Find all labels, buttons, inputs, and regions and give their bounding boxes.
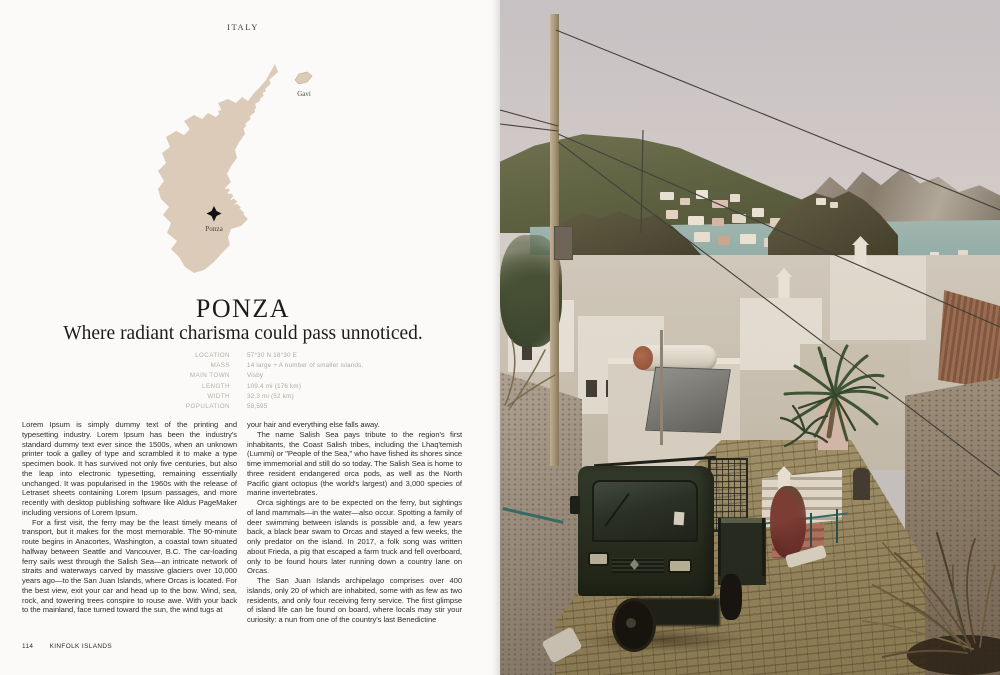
fact-label: MAIN TOWN [189, 372, 230, 380]
windshield-sticker [674, 512, 685, 526]
paragraph: Orca sightings are to be expected on the ferry, but sightings of land mammals—in the water—also occur. Spotting a family of deer swimming between islands is possible and, a few years back, a black bear swam to Orcas and stayed a few weeks, the only predator on the island. In 2017, a folk song was written about Frieda, a pig that escaped a farm truck and fell overboard, only to be found hours later running down a country lane on Orcas. [247, 498, 462, 576]
fact-row [0, 371, 500, 381]
fact-label: LENGTH [202, 382, 230, 390]
fact-row [0, 392, 500, 402]
photo-page [500, 0, 1000, 675]
fact-row [0, 351, 500, 361]
side-mirror [570, 496, 580, 514]
page-title: PONZA [195, 294, 291, 323]
body-column-2 [247, 420, 462, 625]
headlight-right [668, 559, 692, 573]
paragraph: your hair and everything else falls away. [247, 420, 380, 429]
kicker: ITALY [227, 22, 259, 32]
fact-row [0, 402, 500, 412]
truck-rear-wheel [720, 574, 742, 620]
island-map [155, 56, 330, 274]
fact-value: 109.4 mi (176 km) [247, 382, 302, 390]
paragraph: Lorem Ipsum is simply dummy text of the printing and typesetting industry. Lorem Ipsum has been the industry's standard dummy text ever since the 1500s, when an unknown printer took a galley of type and scrambled it to make a type specimen book. It has survived not only five centuries, but also the leap into electronic typesetting, remaining essentially unchanged. It was popularised in the 1960s with the release of Letraset sheets containing Lorem Ipsum passages, and more recently with desktop publishing software like Aldus PageMaker including versions of Lorem Ipsum. [22, 420, 237, 517]
fact-label: POPULATION [185, 403, 230, 411]
fact-row [0, 361, 500, 371]
dry-bush [855, 525, 1000, 675]
truck-shadow [580, 628, 748, 652]
fact-label: MASS [210, 362, 230, 370]
gavi-label: Gavi [297, 90, 311, 98]
fact-label: LOCATION [195, 352, 230, 359]
page-seam [492, 0, 500, 675]
paragraph: The San Juan Islands archipelago comprises over 400 islands, only 20 of which are inhabited, some with as few as two residents, and only four receiving ferry service. The first glimpse of island life can be found on board, where locals may stir your curiosity: a nun from one of the country's last Benedictine [247, 576, 462, 624]
page-subtitle: Where radiant charisma could pass unnoticed. [63, 323, 423, 344]
ponza-label: Ponza [205, 225, 223, 233]
fact-value: 58,595 [247, 403, 268, 411]
body-text [22, 420, 462, 625]
fact-label: WIDTH [207, 392, 230, 400]
page-footer [22, 643, 112, 650]
gavi-islet [295, 72, 312, 84]
fact-value: 14 large + A number of smaller islands. [247, 362, 364, 370]
truck-windshield [592, 480, 698, 542]
paragraph: For a first visit, the ferry may be the least timely means of transport, but it makes for the most memorable. The 90-minute route begins in Anacortes, Washington, a coastal town situated halfway between Seattle and Vancouver, B.C. The car-loading ferry sails west through the Salish Sea—an intricate network of straits and waterways carved by massive glaciers over 10,000 years ago—to the San Juan Islands, where Orcas is located. For the best view, exit your car and head up to the bow. Wind, sea, rock, and towering trees conspire to rouse awe. With your back to the mainland, face turned toward the sun, the wind tugs at [22, 517, 237, 615]
wheel-hub [626, 618, 636, 628]
publication-name: KINFOLK ISLANDS [49, 643, 113, 650]
fact-value: 57°30 N 18°30 E [247, 352, 298, 359]
paragraph: The name Salish Sea pays tribute to the region's first inhabitants, the Coast Salish tribes, including the Lhaq'temish (Lummi) or "People of the Sea," who have fished its shores since time immemorial and still do so today. The Salish Sea is home to three resident endangered orca pods, as well as the North Pacific giant octopus (the world's largest) and 3,000 species of marine invertebrates. [247, 429, 462, 498]
fact-row [0, 382, 500, 392]
fact-sheet [0, 351, 500, 412]
fact-value: Visby [247, 372, 264, 380]
dry-twigs [500, 330, 560, 410]
page-number: 114 [22, 643, 34, 650]
body-column-1 [22, 420, 237, 625]
fact-value: 32.3 mi (52 km) [247, 392, 294, 400]
ape-truck [570, 450, 780, 660]
headlight-left [588, 552, 609, 566]
